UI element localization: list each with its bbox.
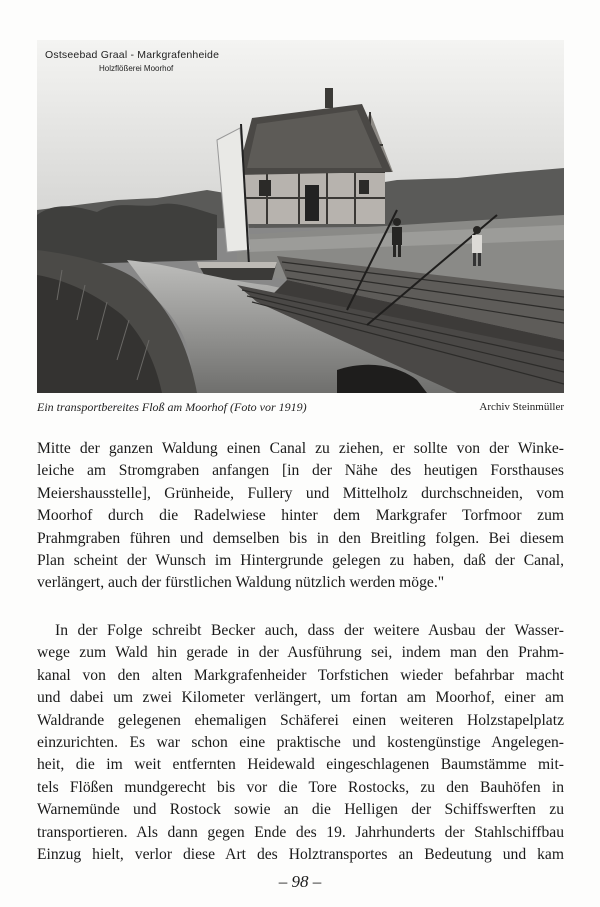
text-line: Moorhof durch die Radelwiese hinter dem Markgrafer Torfmoor zum bbox=[37, 507, 564, 525]
text-line: verlängert, auch der fürstlichen Waldung nützlich werden möge." bbox=[37, 574, 445, 592]
text-line: Warnemünde und Rostock sowie an die Helligen der Schiffswerften zu bbox=[37, 801, 564, 819]
text-line: Meiershausstelle], Grünheide, Fullery und Mittelholz durchschneiden, vom bbox=[37, 484, 564, 502]
photo-illustration bbox=[37, 40, 564, 393]
text-line: Plan scheint der Wunsch im Hintergrunde gelegen zu haben, daß der Canal, bbox=[37, 551, 564, 569]
photo-credit: Archiv Steinmüller bbox=[479, 401, 564, 413]
photo-caption-row bbox=[37, 400, 564, 418]
page-number: – 98 – bbox=[278, 872, 322, 891]
text-line: einzurichten. Es war schon eine praktische und kostengünstige Angelegen- bbox=[37, 733, 564, 751]
photo-postcard-subtitle: Holzflößerei Moorhof bbox=[99, 64, 174, 73]
text-line: Waldrande gelegenen ehemaligen Schäferei einen weiteren Holzstapelplatz bbox=[37, 711, 564, 729]
text-line: kanal von den alten Markgrafenheider Torfstichen wieder befahrbar macht bbox=[37, 666, 564, 684]
text-line: leiche am Stromgraben anfangen [in der Nähe des heutigen Forsthauses bbox=[37, 462, 564, 480]
text-line: und dabei um zwei Kilometer verlängert, um fortan am Moorhof, einer am bbox=[37, 689, 564, 707]
text-line: heit, die im weit entfernten Heidewald eingeschlagenen Baumstämme mit- bbox=[37, 756, 564, 774]
text-line: tels Flößen mundgerecht bis vor die Tore Rostocks, zu den Bauhöfen in bbox=[37, 778, 564, 796]
paragraph-1 bbox=[37, 438, 564, 595]
text-line: transportieren. Als dann gegen Ende des 19. Jahrhunderts der Stahlschiffbau bbox=[37, 823, 564, 841]
photo-postcard-title: Ostseebad Graal - Markgrafenheide bbox=[45, 49, 220, 61]
text-line: Mitte der ganzen Waldung einen Canal zu ziehen, er sollte von der Winke- bbox=[37, 440, 564, 457]
text-line: Prahmgraben führen und demselben bis in den Breitling folgen. Bei diesem bbox=[37, 529, 564, 547]
historic-photo bbox=[37, 40, 564, 393]
text-line: Einzug hielt, verlor diese Art des Holztransportes an Bedeutung und kam bbox=[37, 845, 564, 863]
photo-caption: Ein transportbereites Floß am Moorhof (Foto vor 1919) bbox=[37, 400, 307, 414]
text-line: In der Folge schreibt Becker auch, dass der weitere Ausbau der Wasser- bbox=[55, 622, 564, 639]
text-line: wege zum Wald hin gerade in der Ausführung sei, indem man den Prahm- bbox=[37, 644, 564, 662]
paragraph-2 bbox=[37, 620, 564, 866]
